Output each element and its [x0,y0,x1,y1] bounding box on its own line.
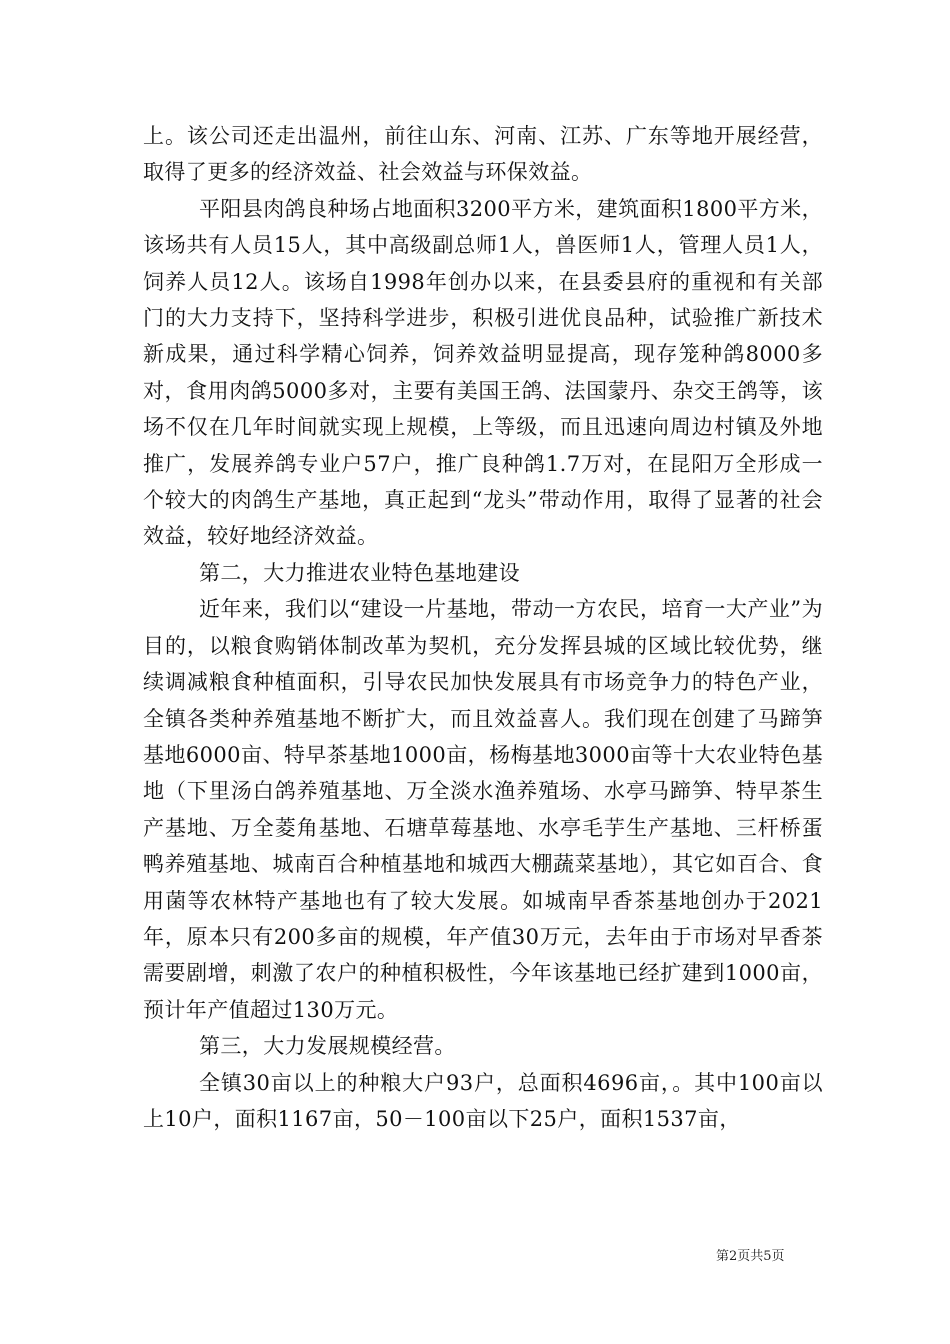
paragraph-special-bases: 近年来，我们以“建设一片基地，带动一方农民，培育一大产业”为目的，以粮食购销体制改革为契机，充分发挥县城的区域比较优势，继续调减粮食种植面积，引导农民加快发展具有市场竞争力的特色产业，全镇各类种养殖基地不断扩大，而且效益喜人。我们现在创建了马蹄笋基地6000亩、特早茶基地1000亩，杨梅基地3000亩等十大农业特色基地（下里汤白鸽养殖基地、万全淡水渔养殖场、水亭马蹄笋、特早茶生产基地、万全菱角基地、石塘草莓基地、水亭毛芋生产基地、三杆桥蛋鸭养殖基地、城南百合种植基地和城西大棚蔬菜基地），其它如百合、食用菌等农林特产基地也有了较大发展。如城南早香茶基地创办于2021年，原本只有200多亩的规模，年产值30万元，去年由于市场对早香茶需要剧增，刺激了农户的种植积极性，今年该基地已经扩建到1000亩，预计年产值超过130万元。 [143,597,823,1022]
section-heading-3: 第三，大力发展规模经营。 [199,1034,456,1059]
paragraph-pigeon-farm: 平阳县肉鸽良种场占地面积3200平方米，建筑面积1800平方米，该场共有人员15人，其中高级副总师1人，兽医师1人，管理人员1人，饲养人员12人。该场自1998年创办以来，在县委县府的重视和有关部门的大力支持下，坚持科学进步，积极引进优良品种，试验推广新技术新成果，通过科学精心饲养，饲养效益明显提高，现存笼种鸽8000多对，食用肉鸽5000多对，主要有美国王鸽、法国蒙丹、杂交王鸽等，该场不仅在几年时间就实现上规模，上等级，而且迅速向周边村镇及外地推广，发展养鸽专业户57户，推广良种鸽1.7万对，在昆阳万全形成一个较大的肉鸽生产基地，真正起到“龙头”带动作用，取得了显著的社会效益，较好地经济效益。 [143,196,823,549]
page-number: 第2页共5页 [716,1249,785,1264]
paragraph-large-growers: 全镇30亩以上的种粮大户93户，总面积4696亩，。其中100亩以上10户，面积1167亩，50－100亩以下25户，面积1537亩， [143,1070,823,1131]
paragraph-continuation: 上。该公司还走出温州，前往山东、河南、江苏、广东等地开展经营，取得了更多的经济效益、社会效益与环保效益。 [143,124,823,185]
document-body [143,118,823,1137]
section-heading-2: 第二，大力推进农业特色基地建设 [199,560,520,585]
